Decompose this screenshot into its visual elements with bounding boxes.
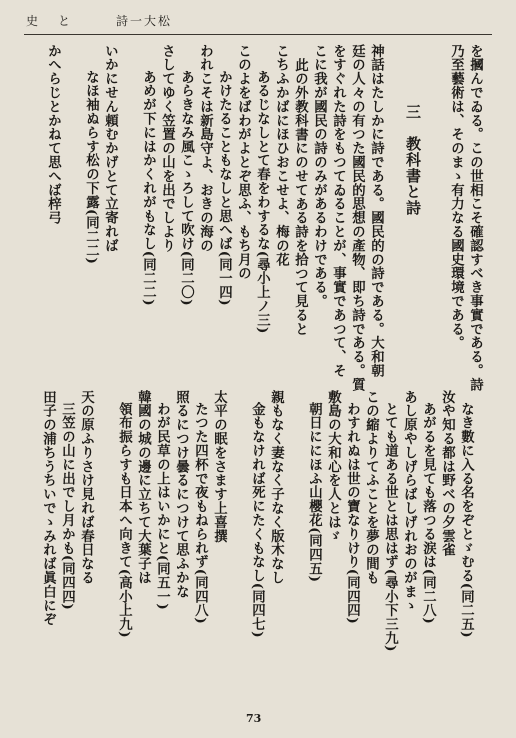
text-column: 朝日ににほふ山櫻花(同四五): [306, 402, 323, 583]
text-column: あるじなしとて春をわするな(尋小上ノ三): [254, 70, 271, 334]
text-column: を摑んでゐる。この世相こそ確認すべき事實である。詩: [467, 44, 484, 392]
text-column: 乃至藝術は、そのまゝ有力なる國史環境である。: [448, 44, 465, 350]
text-column: いかにせん頼むかげとて立寄れば: [102, 44, 119, 253]
text-column: 神話はたしかに詩である。國民的の詩である。大和朝: [368, 44, 385, 378]
text-column: 廷の人々の有つた國民的思想の產物、即ち詩である。質: [349, 44, 366, 392]
text-column: こちふかばにほひおこせよ、梅の花: [273, 44, 290, 267]
text-column: 汝や知る都は野べの夕雲雀: [439, 390, 456, 557]
text-column: あし原やしげらばしげれおのがまゝ: [401, 390, 418, 613]
text-column: 親もなく妻なく子なく版木なし: [268, 390, 285, 585]
text-column: 此の外教科書にのせてある詩を拾つて見ると: [292, 58, 309, 336]
text-column: なき數に入る名をぞとゞむる(同二五): [458, 402, 475, 639]
text-column: あがるを見ても落つる涙は(同二八): [420, 402, 437, 625]
text-column: かけたることもなしと思へば(同一四): [216, 70, 233, 307]
text-column: とても道ある世とは思はず(尋小下三九): [382, 402, 399, 652]
text-column: あらきなみ風こゝろして吹け(同二〇): [178, 70, 195, 307]
text-column: 敷島の大和心を人とはゞ: [325, 390, 342, 543]
text-column: この縮よりてふことを夢の間も: [363, 390, 380, 585]
text-column: をすぐれた詩をもつてゐることが、事實であつて、そ: [330, 44, 347, 378]
section-heading: 三 教科書と詩: [404, 104, 422, 216]
text-column: わが民草の上はいかにと(同五一): [154, 402, 171, 611]
running-head-left: 史 と: [26, 14, 75, 28]
text-column: わすれぬは世の寶なりけり(同四四): [344, 402, 361, 625]
text-column: さしてゆく笠置の山を出でしより: [159, 44, 176, 253]
page-number: 73: [246, 712, 262, 725]
text-column: 韓國の城の邊に立ちて大葉子は: [135, 390, 152, 585]
text-column: かへらじとかねて思へば梓弓: [45, 44, 62, 225]
text-column: 金もなければ死にたくもなし(同四七): [249, 402, 266, 639]
text-column: こに我が國民の詩のみがあるわけである。: [311, 44, 328, 309]
text-column: あめが下にはかくれがもなし(同二二): [140, 70, 157, 307]
text-column: われこそは新島守よ、おきの海の: [197, 44, 214, 253]
text-column: 太平の眠をさます上喜撰: [211, 390, 228, 543]
header-rule: [24, 34, 492, 35]
text-column: なほ袖ぬらす松の下露(同二二): [83, 70, 100, 265]
running-head-right: 詩一大松: [116, 14, 173, 28]
text-column: このよをばわがよとぞ思ふ、もち月の: [235, 44, 252, 281]
text-column: たつた四杯で夜もねられず(同四八): [192, 402, 209, 625]
text-column: 三笠の山に出でし月かも(同四四): [59, 402, 76, 611]
text-column: 照るにつけ曇るにつけて思ふかな: [173, 390, 190, 599]
text-column: 田子の浦ちうちいでゝみれば眞白にぞ: [40, 390, 57, 627]
text-column: 天の原ふりさけ見れば春日なる: [78, 390, 95, 585]
text-column: 領布振らすも日本へ向きて(高小上九): [116, 402, 133, 639]
